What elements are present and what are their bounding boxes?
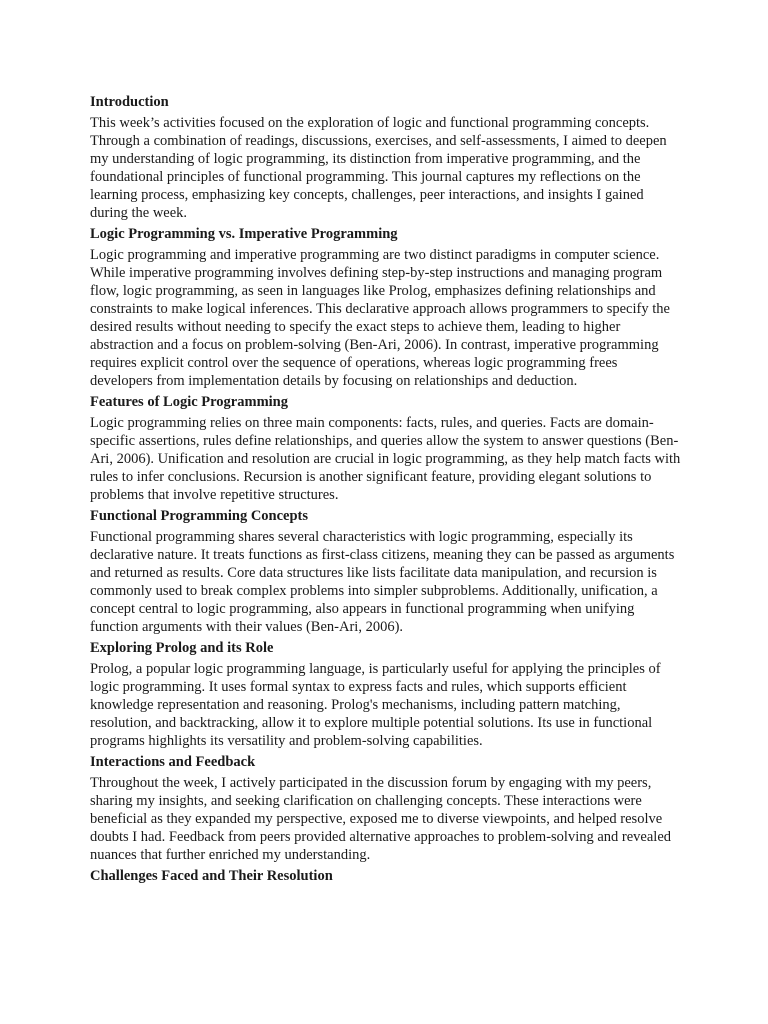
section-heading-interactions-feedback: Interactions and Feedback <box>90 754 256 770</box>
section-heading-functional-concepts: Functional Programming Concepts <box>90 508 309 524</box>
section-body-interactions-feedback: Throughout the week, I actively participated in the discussion forum by engaging with my peers, sharing my insights, and seeking clarification on challenging concepts. These interactions were beneficial as they expanded my perspective, exposed me to diverse viewpoints, and helped resolve doubts I had. Feedback from peers provided alternative approaches to problem-solving and revealed nuances that further enriched my understanding. <box>90 775 672 863</box>
section-body-functional-concepts: Functional programming shares several characteristics with logic programming, especially its declarative nature. It treats functions as first-class citizens, meaning they can be passed as arguments and returned as results. Core data structures like lists facilitate data manipulation, and recursion is commonly used to break complex problems into simpler subproblems. Additionally, unification, a concept central to logic programming, also appears in functional programming when unifying function arguments with their values (Ben-Ari, 2006). <box>90 529 675 635</box>
section-heading-introduction: Introduction <box>90 94 169 110</box>
section-body-features-logic: Logic programming relies on three main components: facts, rules, and queries. Facts are domain-specific assertions, rules define relationships, and queries allow the system to answer questions (Ben-Ari, 2006). Unification and resolution are crucial in logic programming, as they help match facts with rules to infer conclusions. Recursion is another significant feature, providing elegant solutions to problems that involve repetitive structures. <box>90 415 681 503</box>
section-heading-prolog-role: Exploring Prolog and its Role <box>90 640 274 656</box>
section-heading-challenges: Challenges Faced and Their Resolution <box>90 868 333 884</box>
section-body-introduction: This week’s activities focused on the exploration of logic and functional programming concepts. Through a combination of readings, discussions, exercises, and self-assessments, I aimed to deepen my understanding of logic programming, its distinction from imperative programming, and the foundational principles of functional programming. This journal captures my reflections on the learning process, emphasizing key concepts, challenges, peer interactions, and insights I gained during the week. <box>90 115 667 221</box>
section-heading-logic-vs-imperative: Logic Programming vs. Imperative Programming <box>90 226 398 242</box>
section-body-prolog-role: Prolog, a popular logic programming language, is particularly useful for applying the principles of logic programming. It uses formal syntax to express facts and rules, which supports efficient knowledge representation and reasoning. Prolog's mechanisms, including pattern matching, resolution, and backtracking, allow it to explore multiple potential solutions. Its use in functional programs highlights its versatility and problem-solving capabilities. <box>90 661 661 749</box>
section-body-logic-vs-imperative: Logic programming and imperative programming are two distinct paradigms in computer science. While imperative programming involves defining step-by-step instructions and managing program flow, logic programming, as seen in languages like Prolog, emphasizes defining relationships and constraints to make logical inferences. This declarative approach allows programmers to specify the desired results without needing to specify the exact steps to achieve them, leading to higher abstraction and a focus on problem-solving (Ben-Ari, 2006). In contrast, imperative programming requires explicit control over the sequence of operations, whereas logic programming frees developers from implementation details by focusing on relationships and deduction. <box>90 247 670 389</box>
section-heading-features-logic: Features of Logic Programming <box>90 394 288 410</box>
document-content <box>90 93 682 888</box>
